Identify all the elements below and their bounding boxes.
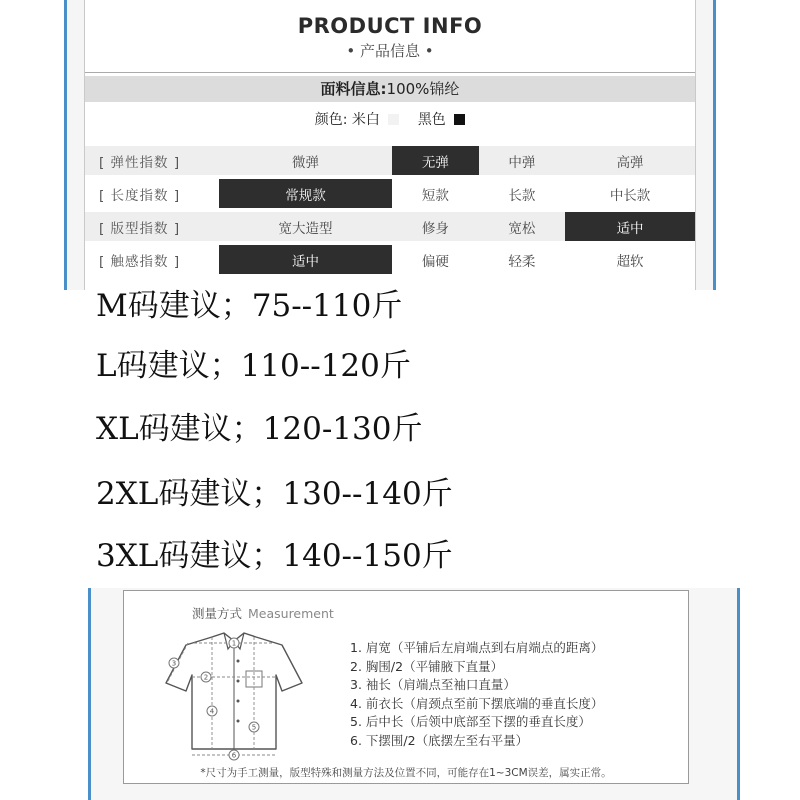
- fabric-label: 面料信息:: [320, 80, 387, 98]
- attribute-table: [85, 146, 695, 274]
- measurement-panel: [88, 588, 740, 800]
- measurement-title-cn: 测量方式: [192, 606, 243, 621]
- measurement-note: *尺寸为手工测量，版型特殊和测量方法及位置不同，可能存在1~3CM误差，属实正常。: [200, 767, 612, 779]
- product-info-subtitle: • 产品信息 •: [346, 42, 434, 60]
- measurement-item: 6. 下摆围/2（底摆左至右平量）: [350, 732, 529, 748]
- measurement-card: [123, 590, 689, 784]
- size-suggestion-m: M码建议；75--110斤: [96, 288, 403, 324]
- attribute-option: 中弹: [508, 154, 536, 171]
- attribute-option: 长款: [479, 177, 566, 210]
- shirt-diagram: [154, 631, 314, 761]
- attribute-option: 修身: [392, 210, 479, 243]
- color-swatch-offwhite: [388, 114, 399, 125]
- divider: [85, 72, 695, 73]
- size-suggestion-xl: XL码建议；120-130斤: [96, 411, 423, 447]
- attribute-option: 短款: [392, 177, 479, 210]
- product-info-card: [84, 0, 696, 290]
- attribute-row-fit: [85, 210, 695, 243]
- attribute-label: [ 长度指数 ]: [85, 177, 219, 210]
- attribute-option: 微弹: [292, 154, 320, 171]
- measurement-title: [192, 604, 334, 622]
- attribute-option: 高弹: [616, 154, 644, 171]
- size-suggestion-l: L码建议；110--120斤: [96, 348, 411, 384]
- attribute-option: 偏硬: [392, 243, 479, 274]
- panel-edge-right: [737, 588, 740, 800]
- color-row: [85, 109, 695, 129]
- panel-edge-right: [713, 0, 716, 290]
- marker-6: 6: [231, 751, 237, 760]
- measurement-title-en: Measurement: [248, 606, 334, 621]
- attribute-label: [ 版型指数 ]: [85, 210, 219, 243]
- measurement-item: 1. 肩宽（平铺后左肩端点到右肩端点的距离）: [350, 640, 604, 655]
- attribute-row-touch: [85, 243, 695, 274]
- size-suggestion-3xl: 3XL码建议；140--150斤: [96, 538, 453, 574]
- color-swatch-black: [454, 114, 465, 125]
- measurement-item: 2. 胸围/2（平铺腋下直量）: [350, 658, 504, 674]
- attribute-option: 超软: [565, 243, 695, 274]
- fabric-value: 100%锦纶: [386, 80, 460, 98]
- attribute-option-selected: 常规款: [219, 177, 392, 210]
- panel-edge-left: [64, 0, 67, 290]
- measurement-item: 5. 后中长（后领中底部至下摆的垂直长度）: [350, 714, 591, 730]
- attribute-row-elasticity: [85, 146, 695, 177]
- product-info-panel: [64, 0, 716, 290]
- marker-2: 2: [203, 673, 209, 682]
- size-suggestion-2xl: 2XL码建议；130--140斤: [96, 476, 453, 512]
- marker-1: 1: [231, 639, 237, 648]
- attribute-option-selected: 适中: [565, 210, 695, 243]
- attribute-row-length: [85, 177, 695, 210]
- measurement-list: [350, 639, 603, 751]
- attribute-option: 宽大造型: [219, 210, 392, 243]
- color-name-offwhite: 米白: [351, 112, 380, 128]
- attribute-label: [ 触感指数 ]: [85, 243, 219, 274]
- marker-3: 3: [171, 659, 177, 668]
- measurement-item: 4. 前衣长（肩颈点至前下摆底端的垂直长度）: [350, 695, 604, 711]
- color-name-black: 黑色: [417, 112, 446, 128]
- attribute-option-selected: 无弹: [392, 146, 479, 177]
- attribute-option-selected: 适中: [219, 243, 392, 274]
- attribute-option: 中长款: [565, 177, 695, 210]
- fabric-info-bar: [85, 76, 695, 102]
- measurement-item: 3. 袖长（肩端点至袖口直量）: [350, 677, 516, 693]
- attribute-label: [ 弹性指数 ]: [99, 154, 181, 171]
- marker-4: 4: [209, 707, 215, 716]
- color-label: 颜色:: [314, 112, 348, 128]
- attribute-option: 轻柔: [479, 243, 566, 274]
- marker-5: 5: [251, 723, 257, 732]
- panel-edge-left: [88, 588, 91, 800]
- product-info-title: PRODUCT INFO: [297, 14, 483, 38]
- attribute-option: 宽松: [479, 210, 566, 243]
